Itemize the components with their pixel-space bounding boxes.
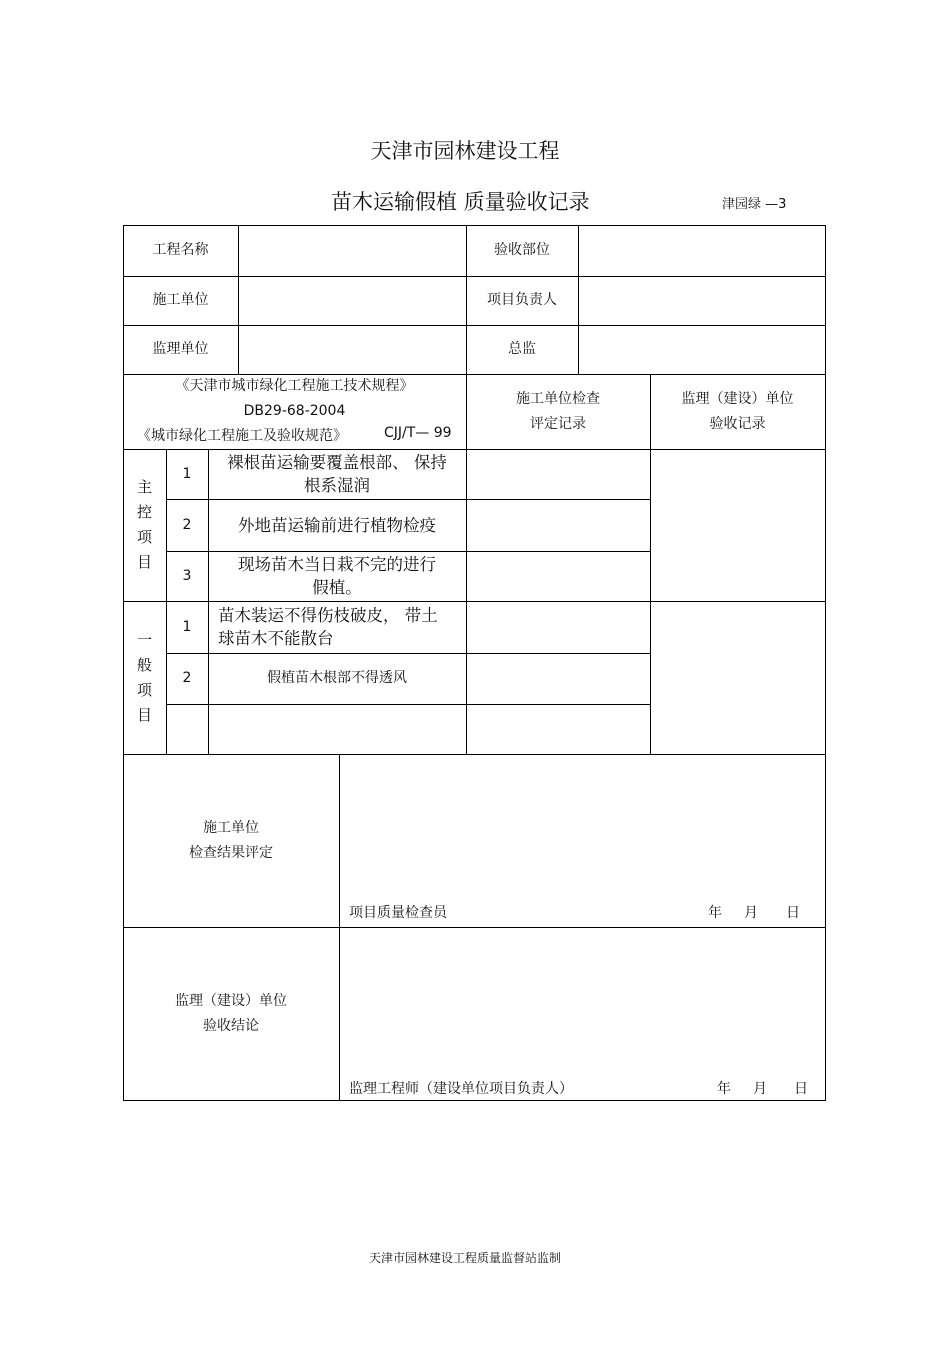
check-record-field[interactable] <box>466 449 650 499</box>
form-code: 津园绿 —3 <box>722 197 787 212</box>
check-record-field[interactable] <box>466 551 650 601</box>
general-item-text: 苗木装运不得伤枝破皮， 带土 球苗木不能散台 <box>218 606 438 648</box>
main-item-text: 外地苗运输前进行植物检疫 <box>238 515 436 535</box>
check-record-header: 施工单位检查 评定记录 <box>516 390 600 432</box>
project-manager-label: 项目负责人 <box>487 292 557 308</box>
check-record-field[interactable] <box>466 499 650 551</box>
general-item-text: 假植苗木根部不得透风 <box>267 670 407 686</box>
contractor-label: 施工单位 <box>152 292 209 308</box>
month-label: 月 <box>753 1081 767 1097</box>
standard-code: CJJ/T— 99 <box>384 425 452 441</box>
contractor-field[interactable] <box>238 276 466 325</box>
main-item-text: 裸根苗运输要覆盖根部、 保持 根系湿润 <box>227 453 447 495</box>
org-title: 天津市园林建设工程 <box>370 139 560 163</box>
day-label: 日 <box>794 1081 808 1097</box>
inspection-part-label: 验收部位 <box>494 242 550 258</box>
month-label: 月 <box>744 905 758 921</box>
supervising-engineer-label: 监理工程师（建设单位项目负责人） <box>349 1081 573 1097</box>
check-record-field[interactable] <box>466 601 650 653</box>
footer-issuer: 天津市园林建设工程质量监督站监制 <box>368 1251 561 1265</box>
main-control-label: 主 控 项 目 <box>136 478 152 571</box>
general-acceptance-field[interactable] <box>650 601 825 754</box>
standard-line-3: 《城市绿化工程施工及验收规范》 <box>137 428 347 444</box>
inspection-part-field[interactable] <box>578 225 825 276</box>
project-name-field[interactable] <box>238 225 466 276</box>
project-name-label: 工程名称 <box>152 242 209 258</box>
chief-supervisor-label: 总监 <box>508 341 536 357</box>
chief-supervisor-field[interactable] <box>578 325 825 374</box>
day-label: 日 <box>786 905 800 921</box>
year-label: 年 <box>717 1081 731 1097</box>
item-number: 3 <box>182 567 192 584</box>
form-title: 苗木运输假植 质量验收记录 <box>331 190 590 214</box>
item-number: 2 <box>182 516 192 533</box>
general-items-label: 一 般 项 目 <box>136 630 152 724</box>
main-item-text: 现场苗木当日栽不完的进行 假植。 <box>238 555 436 597</box>
item-number: 1 <box>182 465 192 482</box>
standard-line-1: 《天津市城市绿化工程施工技术规程》 <box>175 378 414 394</box>
main-acceptance-field[interactable] <box>650 449 825 601</box>
check-record-field[interactable] <box>466 653 650 704</box>
supervision-result-field[interactable] <box>339 927 825 1100</box>
acceptance-record-header: 监理（建设）单位 验收记录 <box>681 390 794 432</box>
item-number: 1 <box>182 618 192 635</box>
construction-result-field[interactable] <box>339 754 825 927</box>
general-item-text[interactable] <box>208 704 466 754</box>
supervisor-unit-label: 监理单位 <box>152 341 209 357</box>
construction-result-label: 施工单位 检查结果评定 <box>189 819 273 861</box>
supervisor-unit-field[interactable] <box>238 325 466 374</box>
check-record-field[interactable] <box>466 704 650 754</box>
item-number: 2 <box>182 670 192 686</box>
standard-line-2: DB29-68-2004 <box>243 403 346 419</box>
inspection-form-table <box>123 225 826 1101</box>
quality-inspector-label: 项目质量检查员 <box>349 905 447 921</box>
year-label: 年 <box>708 905 722 921</box>
item-number <box>166 704 208 754</box>
project-manager-field[interactable] <box>578 276 825 325</box>
standards-reference <box>123 374 466 449</box>
supervision-result-label: 监理（建设）单位 验收结论 <box>175 992 287 1034</box>
